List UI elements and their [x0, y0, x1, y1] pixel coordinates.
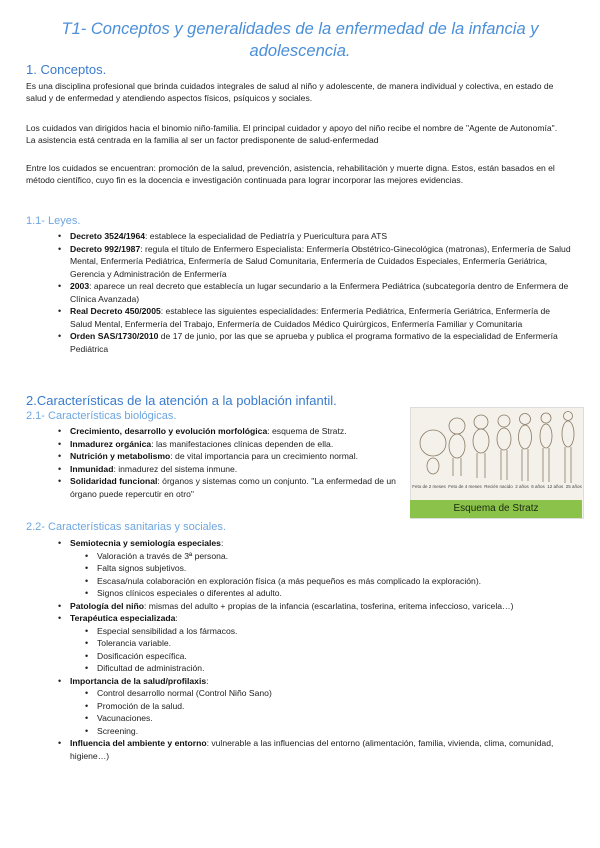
- list-item-term: Decreto 3524/1964: [70, 231, 146, 241]
- list-item: [26, 330, 571, 355]
- sub-list-item: • Valoración a través de 3ª persona.: [26, 550, 571, 563]
- list-item: [26, 675, 571, 688]
- list-item: [26, 305, 571, 330]
- list-item-text: : inmadurez del sistema inmune.: [113, 463, 238, 474]
- figure-label: Recién nacido: [484, 484, 513, 489]
- list-item: [26, 438, 406, 451]
- list-item: [26, 450, 406, 463]
- stratz-labels: [411, 484, 583, 489]
- sanitarias-list: [26, 537, 571, 762]
- list-item-term: Decreto 992/1987: [70, 243, 141, 254]
- list-item: [26, 243, 571, 281]
- sub-list-item: • Signos clínicos especiales o diferentes al adulto.: [26, 587, 571, 600]
- sub-list-item: • Falta signos subjetivos.: [26, 562, 571, 575]
- list-item: [26, 737, 571, 762]
- list-item-text: :: [220, 538, 224, 548]
- sub-list-item: • Promoción de la salud.: [26, 700, 571, 713]
- list-item-text: : vulnerable a las influencias del entorno (alimentación, familia, vivienda, clima, comunidad, higiene…): [70, 738, 554, 761]
- list-item-text: : de vital importancia para un crecimiento normal.: [170, 451, 358, 461]
- list-item-text: : mismas del adulto + propias de la infancia (escarlatina, tosferina, eritema infeccioso, varicela…): [144, 600, 514, 611]
- list-item-term: Patología del niño: [70, 600, 145, 611]
- stratz-silhouettes: [411, 408, 583, 484]
- paragraph-cuidados: Los cuidados van dirigidos hacia el binomio niño-familia. El principal cuidador y apoyo del niño recibe el nombre de "Agente de Autonomía". La asistencia está centrada en la familia al ser un factor predisponente de salud-enfermedad: [26, 123, 558, 145]
- page-title: T1- Conceptos y generalidades de la enfermedad de la infancia y adolescencia.: [61, 20, 539, 60]
- list-item-term: Real Decreto 450/2005: [70, 306, 161, 316]
- sub-list-item: • Dosificación específica.: [26, 650, 571, 663]
- fetus-4-months-figure: [449, 418, 465, 476]
- child-6-years-figure: [519, 414, 532, 482]
- list-item: [26, 425, 406, 438]
- list-item-term: Semiotecnia y semiología especiales: [70, 538, 221, 548]
- list-item-term: Influencia del ambiente y entorno: [70, 738, 207, 748]
- list-item: [26, 612, 571, 625]
- paragraph-tipos-cuidados: Entre los cuidados se encuentran: promoción de la salud, prevención, asistencia, rehabilitación y muerte digna. Estos, están basados en el método científico, cuyo fin es la docencia e investigación continuada para lograr incorporar las mejores evidencias.: [26, 163, 555, 185]
- list-item-term: Inmunidad: [70, 463, 114, 474]
- list-item: [26, 280, 571, 305]
- sub-list-item: • Control desarrollo normal (Control Niño Sano): [26, 687, 571, 700]
- list-item-text: : establece la especialidad de Pediatría y Puericultura para ATS: [145, 231, 388, 241]
- figure-label: 25 años: [565, 484, 582, 489]
- list-item-term: Inmadurez orgánica: [70, 438, 152, 449]
- figure-label: Feto de 4 meses: [448, 484, 482, 489]
- list-item-term: Terapéutica especializada: [70, 613, 176, 623]
- paragraph-definicion: Es una disciplina profesional que brinda cuidados integrales de salud al niño y adolescente, de manera individual y colectiva, en estado de salud y de enfermedad y atendiendo aspectos físicos, psíquicos y sociales.: [26, 81, 554, 103]
- figure-caption: Esquema de Stratz: [410, 500, 582, 518]
- list-item: [26, 537, 571, 550]
- list-item-term: Importancia de la salud/profilaxis: [70, 675, 207, 686]
- sub-list-item: • Screening.: [26, 725, 571, 738]
- section-heading-caracteristicas: 2.Características de la atención a la población infantil.: [26, 393, 337, 408]
- figure-label: 2 años: [515, 484, 529, 489]
- list-item: [26, 230, 571, 243]
- section-heading-conceptos: 1. Conceptos.: [26, 62, 107, 77]
- sub-list-item: • Tolerancia variable.: [26, 637, 571, 650]
- list-item-term: Solidaridad funcional: [70, 476, 158, 486]
- list-item-text: : órganos y sistemas como un conjunto. "La enfermedad de un órgano puede repercutir en otro": [70, 476, 396, 499]
- list-item-text: : establece las siguientes especialidades: Enfermería Pediátrica, Enfermería Geriátrica, Enfermería de Salud Mental, Enfermería del Trabajo, Enfermería de Cuidados Médico Quirúrgicos, Enfermería Familiar y Comunitaria: [70, 306, 551, 329]
- subsection-heading-leyes: 1.1- Leyes.: [26, 215, 81, 227]
- adult-25-years-figure: [562, 412, 574, 484]
- fetus-2-months-figure: [420, 430, 446, 474]
- biologicas-list: [26, 425, 406, 500]
- list-item-term: Crecimiento, desarrollo y evolución morfológica: [70, 426, 268, 436]
- child-2-years-figure: [497, 415, 511, 480]
- list-item-term: 2003: [70, 281, 90, 291]
- sub-list-item: • Escasa/nula colaboración en exploración física (a más pequeños es más complicado la exploración).: [26, 575, 571, 588]
- sub-list-item: • Dificultad de administración.: [26, 662, 571, 675]
- list-item-term: Nutrición y metabolismo: [70, 451, 171, 461]
- list-item: [26, 463, 406, 476]
- list-item-text: de 17 de junio, por las que se aprueba y publica el programa formativo de la especialidad de Enfermería Pediátrica: [70, 331, 558, 354]
- list-item: [26, 475, 406, 500]
- list-item-text: : aparece un real decreto que establecía un lugar secundario a la Enfermera Pediátrica (subcategoría dentro de Enfermera de Clínica Avanzada): [70, 281, 569, 304]
- list-item-text: : esquema de Stratz.: [267, 426, 347, 436]
- list-item-text: : regula el título de Enfermero Especialista: Enfermería Obstétrico-Ginecológica (matronas), Enfermería de Salud Mental, Enfermería Pediátrica, Enfermería de Salud Comunitaria, Enfermería de Cuidados Especiales, Enfermería Geriátrica, Gerencia y Administración de Enfermería: [70, 243, 571, 279]
- list-item-text: :: [206, 675, 209, 686]
- leyes-list: [26, 230, 571, 355]
- figure-label: Feto de 2 meses: [412, 484, 446, 489]
- list-item-text: : las manifestaciones clínicas dependen de ella.: [151, 438, 334, 449]
- sub-list-item: • Especial sensibilidad a los fármacos.: [26, 625, 571, 638]
- child-12-years-figure: [540, 413, 552, 482]
- sub-list-item: • Vacunaciones.: [26, 712, 571, 725]
- subsection-heading-biologicas: 2.1- Características biológicas.: [26, 410, 177, 422]
- subsection-heading-sanitarias: 2.2- Características sanitarias y sociales.: [26, 521, 226, 533]
- list-item: [26, 600, 571, 613]
- newborn-figure: [473, 415, 489, 478]
- figure-label: 12 años: [547, 484, 564, 489]
- list-item-term: Orden SAS/1730/2010: [70, 331, 159, 341]
- figure-label: 6 años: [531, 484, 545, 489]
- list-item-text: :: [175, 613, 178, 623]
